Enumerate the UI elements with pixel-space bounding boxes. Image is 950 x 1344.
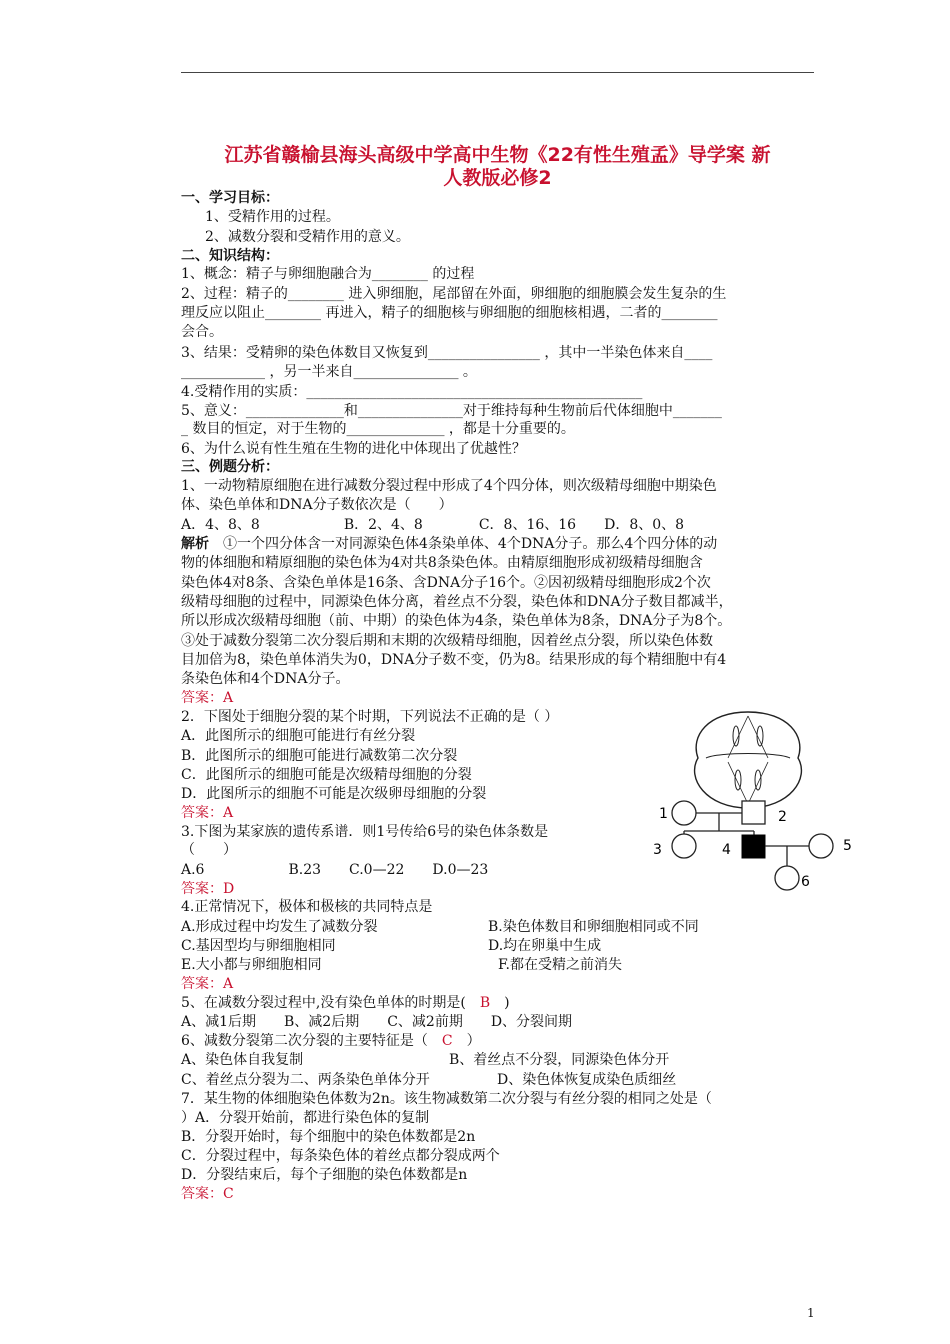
female-5 bbox=[809, 834, 833, 858]
option-line: E.大小都与卵细胞相同 bbox=[181, 957, 322, 973]
option-line: C．分裂过程中，每条染色体的着丝点都分裂成两个 bbox=[181, 1148, 500, 1164]
question-line: 1、一动物精原细胞在进行减数分裂过程中形成了4个四分体，则次级精母细胞中期染色 bbox=[181, 478, 717, 494]
objective-item: 2、减数分裂和受精作用的意义。 bbox=[205, 229, 410, 245]
text-line: 4.受精作用的实质：________________________________________________ bbox=[181, 384, 643, 400]
question-text: 6、减数分裂第二次分裂的主要特征是（ bbox=[181, 1033, 428, 1049]
option-line: A．此图所示的细胞可能进行有丝分裂 bbox=[181, 728, 416, 744]
analysis-line: 染色体4对8条、含染色单体是16条、含DNA分子16个。②因初级精母细胞形成2个次 bbox=[181, 575, 711, 591]
document-title-cont: 人教版必修2 bbox=[443, 167, 552, 189]
question-options: A.6 B.23 C.0—22 D.0—23 bbox=[181, 862, 489, 878]
text-line: 3、结果：受精卵的染色体数目又恢复到________________ ，其中一半染色体来自____ bbox=[181, 345, 713, 361]
pedigree-label: 2 bbox=[778, 809, 787, 825]
option-line: D．分裂结束后，每个子细胞的染色体数都是n bbox=[181, 1167, 468, 1183]
question-line bbox=[181, 1032, 481, 1050]
pedigree-label: 4 bbox=[722, 842, 731, 858]
question-line: 4.正常情况下，极体和极核的共同特点是 bbox=[181, 899, 433, 915]
objective-item: 1、受精作用的过程。 bbox=[205, 209, 340, 225]
question-line: （ ） bbox=[181, 842, 237, 858]
answer: 答案：A bbox=[181, 976, 234, 992]
option-line: D．此图所示的细胞不可能是次级卵母细胞的分裂 bbox=[181, 786, 487, 802]
option-line: C.基因型均与卵细胞相同 bbox=[181, 938, 336, 954]
analysis-text: ①一个四分体含一对同源染色体4条染单体、4个DNA分子。那么4个四分体的动 bbox=[223, 536, 718, 552]
question-line bbox=[181, 994, 510, 1012]
option-line: C．此图所示的细胞可能是次级精母细胞的分裂 bbox=[181, 767, 472, 783]
question-close: ) bbox=[504, 995, 510, 1011]
option-line: C、着丝点分裂为二、两条染色单体分开 bbox=[181, 1072, 430, 1088]
analysis-line: 所以形成次级精母细胞（前、中期）的染色体为4条，染色单体为8条，DNA分子为8个。 bbox=[181, 613, 732, 629]
chromosome bbox=[735, 770, 741, 790]
text-line: ____________ ，另一半来自_______________ 。 bbox=[181, 364, 477, 380]
option-line: B．此图所示的细胞可能进行减数第二次分裂 bbox=[181, 748, 458, 764]
section-heading: 三、例题分析： bbox=[181, 459, 279, 475]
analysis-line: 物的体细胞和精原细胞的染色体为4对共8条染色体。由精原细胞形成初级精母细胞含 bbox=[181, 555, 703, 571]
analysis-line: ③处于减数分裂第二次分裂后期和末期的次级精母细胞，因着丝点分裂，所以染色体数 bbox=[181, 633, 713, 649]
inline-answer: C bbox=[441, 1033, 453, 1049]
option-line: A.形成过程中均发生了减数分裂 bbox=[181, 919, 378, 935]
affected-male-4 bbox=[742, 835, 765, 858]
pedigree-label: 3 bbox=[653, 842, 662, 858]
text-line: 5、意义：______________和_______________对于维持每种生物前后代体细胞中_______ bbox=[181, 403, 722, 419]
question-line: 3.下图为某家族的遗传系谱．则1号传给6号的染色体条数是 bbox=[181, 824, 549, 840]
document-title: 江苏省赣榆县海头高级中学高中生物《22有性生殖孟》导学案 新 bbox=[224, 144, 771, 166]
option-line: B．分裂开始时，每个细胞中的染色体数都是2n bbox=[181, 1129, 476, 1145]
answer: 答案：C bbox=[181, 1186, 234, 1202]
analysis-label: 解析 bbox=[181, 536, 209, 552]
option-line: D、染色体恢复成染色质细丝 bbox=[497, 1072, 677, 1088]
question-line: 2．下图处于细胞分裂的某个时期，下列说法不正确的是（ ） bbox=[181, 709, 559, 725]
pedigree-chart bbox=[650, 798, 860, 894]
male-2 bbox=[742, 801, 765, 824]
header-rule bbox=[181, 72, 814, 73]
section-heading: 一、学习目标： bbox=[181, 190, 279, 206]
female-1 bbox=[672, 801, 696, 825]
cell-outline bbox=[695, 712, 802, 808]
spindle-fiber bbox=[748, 716, 768, 758]
analysis-line bbox=[181, 535, 717, 553]
pedigree-label: 6 bbox=[801, 874, 810, 890]
analysis-line: 级精母细胞的过程中，同源染色体分离，着丝点不分裂，染色体和DNA分子数目都减半， bbox=[181, 594, 733, 610]
spindle-fiber bbox=[728, 716, 748, 758]
option-line: B、着丝点不分裂，同源染色体分开 bbox=[449, 1052, 670, 1068]
question-options: A．4、8、8 B．2、4、8 C．8、16、16 D．8、0、8 bbox=[181, 517, 685, 533]
option-line: F.都在受精之前消失 bbox=[498, 957, 622, 973]
answer: 答案：A bbox=[181, 805, 234, 821]
option-line: ）A．分裂开始前，都进行染色体的复制 bbox=[181, 1110, 430, 1126]
pedigree-label: 1 bbox=[659, 806, 668, 822]
question-text: 5、在减数分裂过程中,没有染色单体的时期是( bbox=[181, 995, 466, 1011]
pedigree-label: 5 bbox=[843, 838, 852, 854]
analysis-line: 目加倍为8，染色单体消失为0，DNA分子数不变，仍为8。结果形成的每个精细胞中有4 bbox=[181, 652, 727, 668]
chromosome bbox=[755, 770, 761, 790]
question-line: 体、染色单体和DNA分子数依次是（ ） bbox=[181, 497, 453, 513]
text-line: 会合。 bbox=[181, 324, 223, 340]
answer: 答案：D bbox=[181, 881, 235, 897]
option-line: A、染色体自我复制 bbox=[181, 1052, 304, 1068]
answer: 答案：A bbox=[181, 690, 234, 706]
text-line: _ 数目的恒定，对于生物的______________ ，都是十分重要的。 bbox=[181, 421, 575, 437]
option-line: D.均在卵巢中生成 bbox=[488, 938, 602, 954]
text-line: 6、为什么说有性生殖在生物的进化中体现出了优越性？ bbox=[181, 441, 526, 457]
section-heading: 二、知识结构： bbox=[181, 248, 279, 264]
female-3 bbox=[672, 834, 696, 858]
question-options: A、减1后期 B、减2后期 C、减2前期 D、分裂间期 bbox=[181, 1014, 573, 1030]
analysis-line: 条染色体和4个DNA分子。 bbox=[181, 671, 350, 687]
question-line: 7．某生物的体细胞染色体数为2n。该生物减数第二次分裂与有丝分裂的相同之处是（ bbox=[181, 1091, 712, 1107]
question-close: ） bbox=[466, 1033, 481, 1049]
page-number: 1 bbox=[807, 1306, 815, 1320]
text-line: 理反应以阻止________ 再进入，精子的细胞核与卵细胞的细胞核相遇，二者的________ bbox=[181, 305, 718, 321]
option-line: B.染色体数目和卵细胞相同或不同 bbox=[488, 919, 699, 935]
cell-plate bbox=[706, 754, 790, 759]
text-line: 2、过程：精子的________ 进入卵细胞，尾部留在外面，卵细胞的细胞膜会发生复杂的生 bbox=[181, 286, 727, 302]
female-6 bbox=[775, 866, 799, 890]
inline-answer: B bbox=[479, 995, 491, 1011]
text-line: 1、概念：精子与卵细胞融合为________ 的过程 bbox=[181, 266, 475, 282]
